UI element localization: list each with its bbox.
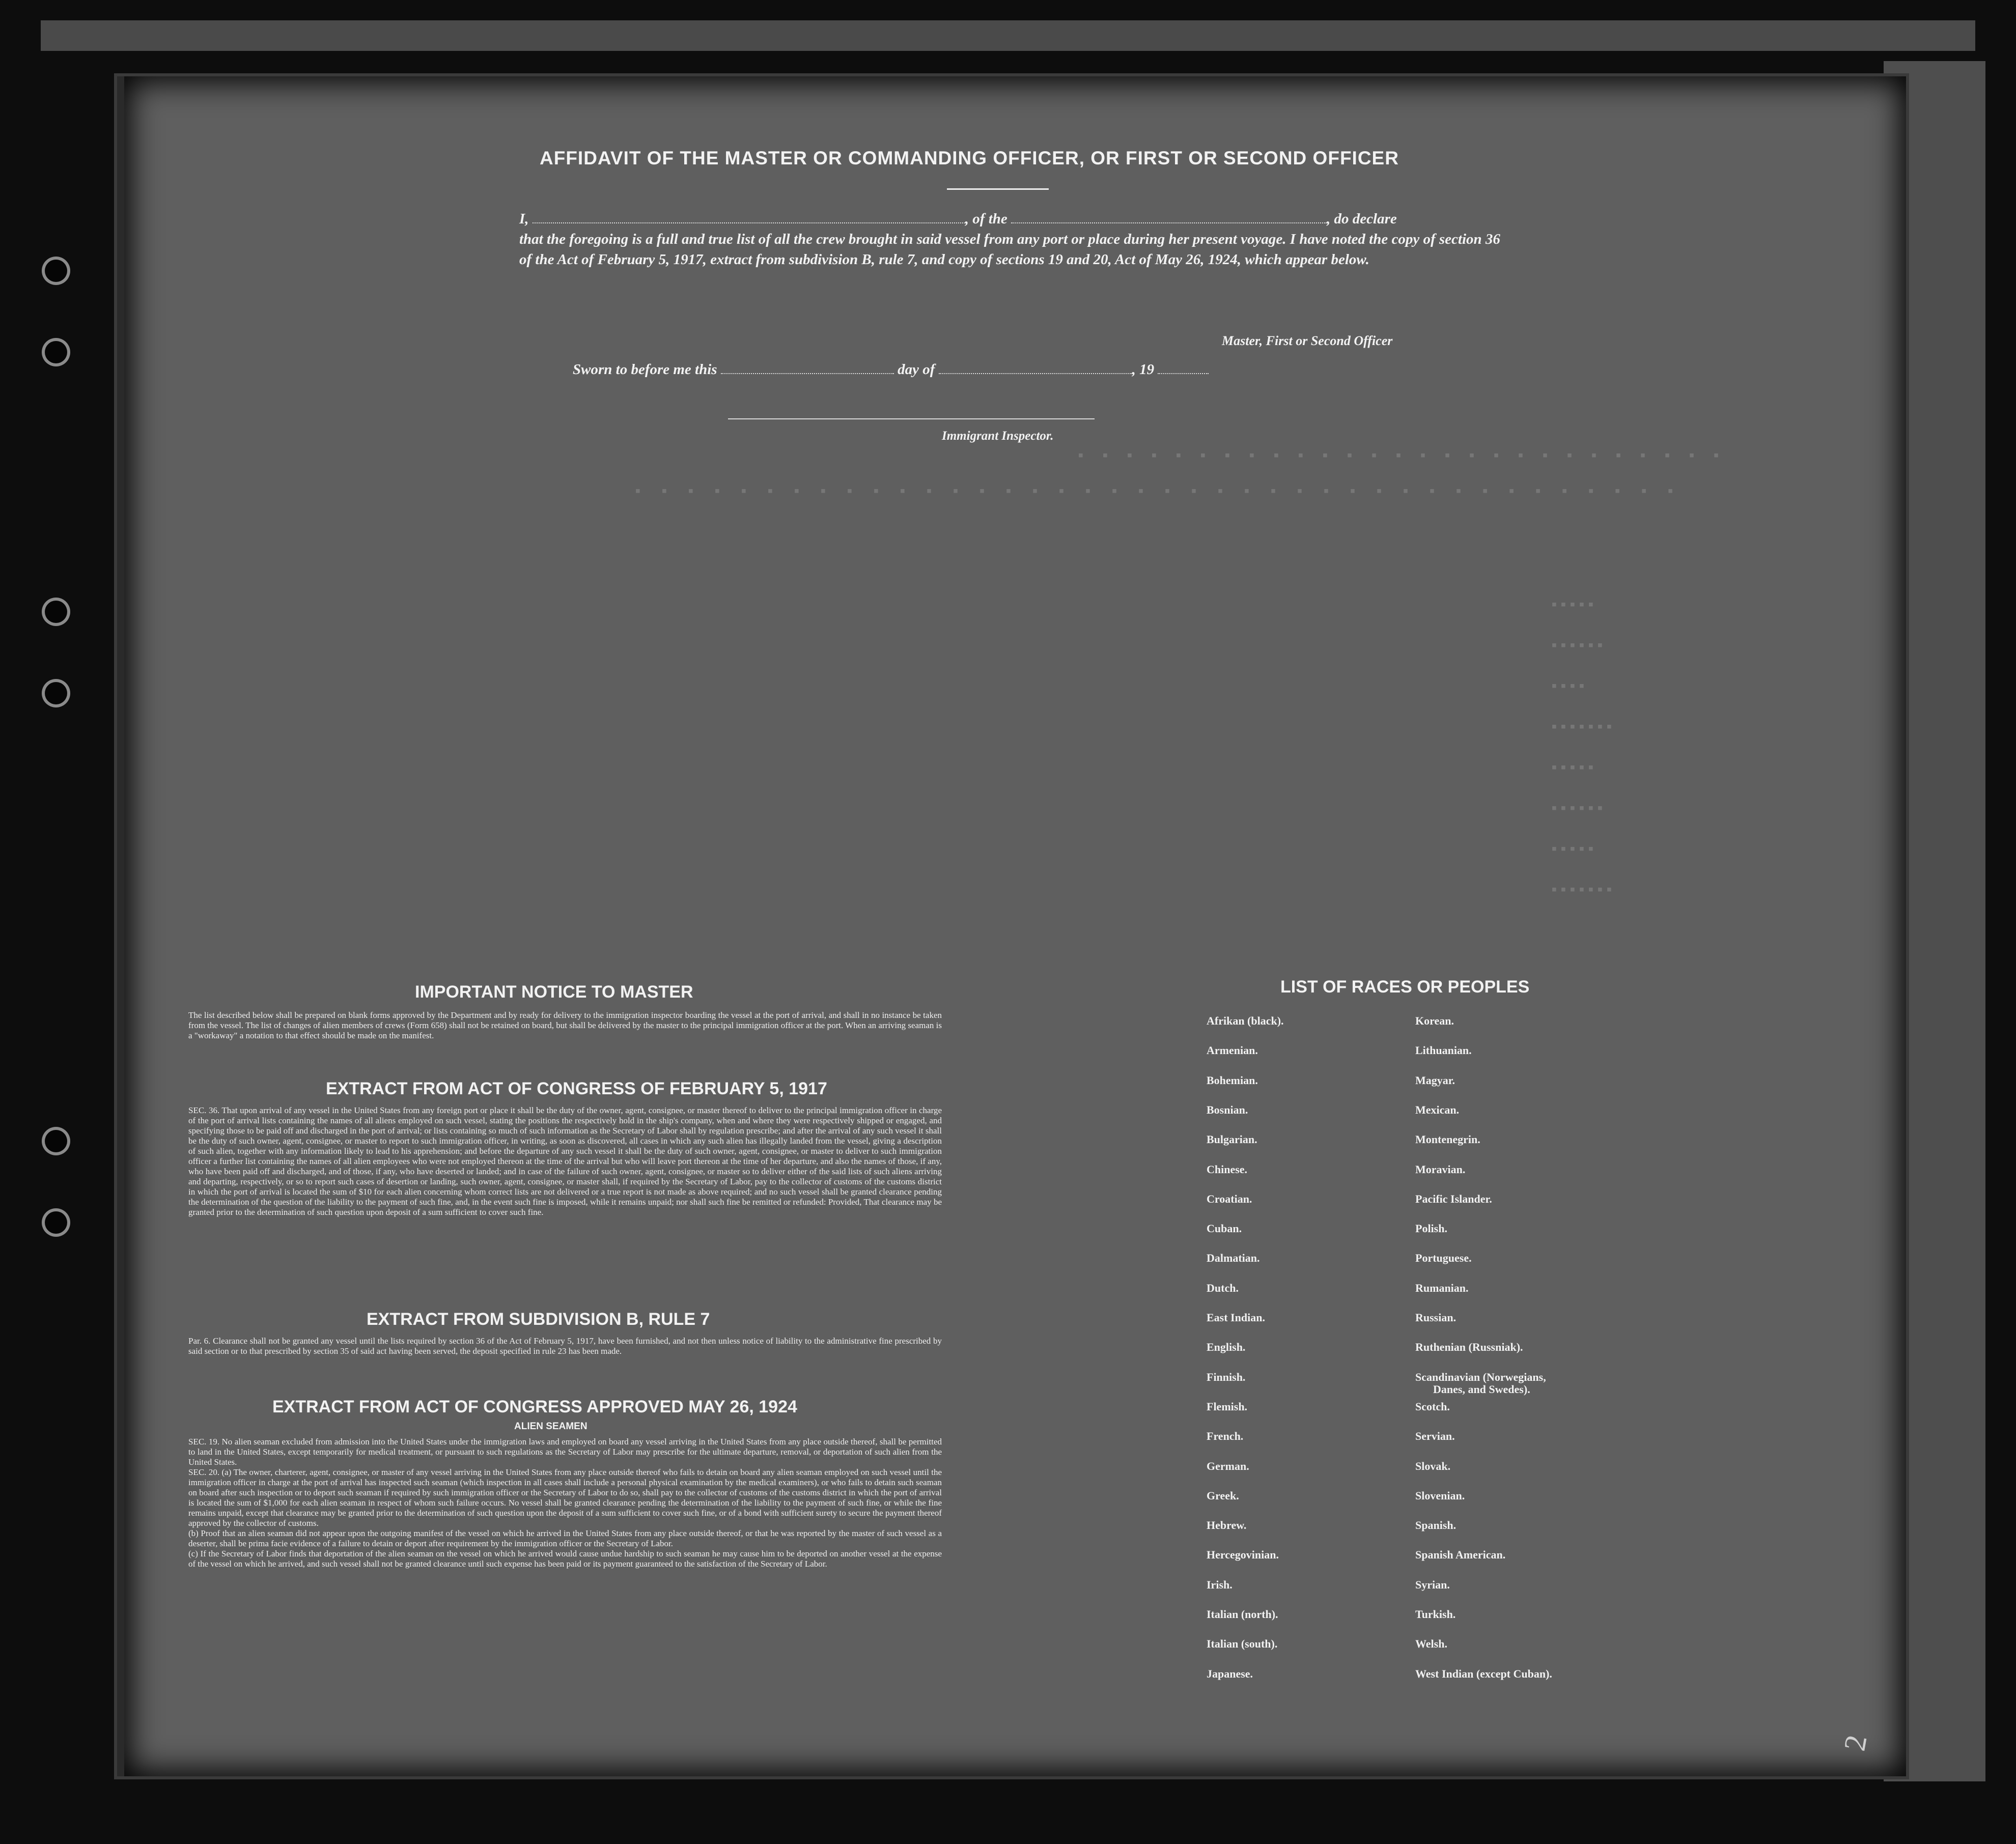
race-right-item: Lithuanian. (1415, 1044, 1472, 1057)
race-right-item: Spanish American. (1415, 1548, 1506, 1561)
race-left-item: East Indian. (1207, 1311, 1265, 1324)
races-heading: LIST OF RACES OR PEOPLES (1280, 977, 1530, 997)
race-right-item: Slovenian. (1415, 1489, 1465, 1502)
race-left-item: Afrikan (black). (1207, 1014, 1284, 1027)
race-right-item: Rumanian. (1415, 1282, 1469, 1294)
race-left-item: Bohemian. (1207, 1074, 1258, 1087)
race-left-item: Finnish. (1207, 1371, 1246, 1383)
affidavit-title: AFFIDAVIT OF THE MASTER OR COMMANDING OFFICER, OR FIRST OR SECOND OFFICER (540, 148, 1399, 168)
extract-1924-heading: EXTRACT FROM ACT OF CONGRESS APPROVED MAY 26, 1924 (272, 1397, 797, 1416)
punch-hole (45, 341, 67, 363)
race-left-item: Bosnian. (1207, 1103, 1248, 1116)
scan-top-edge (41, 20, 1975, 51)
race-right-item: Moravian. (1415, 1163, 1466, 1176)
vessel-blank[interactable] (1011, 222, 1327, 223)
race-right-item: Syrian. (1415, 1578, 1450, 1591)
sworn-month-blank[interactable] (939, 373, 1132, 374)
race-right-item: Ruthenian (Russniak). (1415, 1341, 1523, 1353)
declaration-i: I, (519, 211, 529, 227)
name-blank[interactable] (533, 222, 965, 223)
race-right-item: Polish. (1415, 1222, 1447, 1235)
race-right-item: Russian. (1415, 1311, 1457, 1324)
race-left-item: Dalmatian. (1207, 1252, 1260, 1264)
bleed-through-text: ▪ ▪ ▪ ▪ ▪ ▪ ▪ ▪ ▪ ▪ ▪ ▪ ▪ ▪ ▪ ▪ ▪ ▪ ▪ ▪ ▪ ▪ ▪ ▪ ▪ ▪ ▪ (1076, 448, 1724, 465)
race-left-item: Italian (north). (1207, 1608, 1278, 1621)
race-right-item: Scotch. (1415, 1400, 1450, 1413)
inspector-label: Immigrant Inspector. (942, 429, 1054, 443)
punch-hole (45, 260, 67, 282)
extract-1917-heading: EXTRACT FROM ACT OF CONGRESS OF FEBRUARY 5, 1917 (326, 1079, 827, 1098)
punch-hole (45, 682, 67, 704)
inspector-signature-line[interactable] (728, 418, 1095, 419)
race-right-item: Korean. (1415, 1014, 1454, 1027)
race-right-item: Spanish. (1415, 1519, 1457, 1531)
race-left-item: Croatian. (1207, 1193, 1252, 1205)
race-left-item: Bulgarian. (1207, 1133, 1257, 1146)
race-right-item: Scandinavian (Norwegians, (1415, 1371, 1546, 1383)
declaration-of-the: , of the (965, 211, 1007, 227)
sworn-year: , 19 (1132, 361, 1155, 378)
alien-seamen-subheading: ALIEN SEAMEN (514, 1421, 587, 1432)
race-left-item: Dutch. (1207, 1282, 1239, 1294)
race-right-item: Slovak. (1415, 1460, 1451, 1472)
signature-label: Master, First or Second Officer (1222, 333, 1393, 348)
sworn-day-blank[interactable] (721, 373, 894, 374)
declaration-do-declare: , do declare (1327, 211, 1397, 227)
race-right-item: West Indian (except Cuban). (1415, 1667, 1552, 1680)
sec19-text: SEC. 19. No alien seaman excluded from admission into the United States under the immigration laws and employed on board any vessel arriving in the United States from any place outside thereof, shall be permitted to land in the United States, except temporarily for medical treatment, or pursuant to such regulations as the Secretary of Labor may prescribe for the ultimate departure, removal, or deportation of such alien from the United States. (188, 1437, 942, 1467)
notice-text: The list described below shall be prepared on blank forms approved by the Department and by ready for delivery to the immigration inspector boarding the vessel at the port of arrival, and shall in no instance be taken from the vessel. The list of changes of alien members of crews (Form 658) shall not be retained on board, but shall be delivered by the master to the principal immigration officer at the port. When an arriving seaman is a "workaway" a notation to that effect should be made on the manifest. (188, 1010, 942, 1040)
race-left-item: English. (1207, 1341, 1246, 1353)
race-right-item: Servian. (1415, 1430, 1455, 1442)
race-left-item: Cuban. (1207, 1222, 1242, 1235)
race-left-item: German. (1207, 1460, 1249, 1472)
punch-hole (45, 1211, 67, 1234)
sec20a-text: SEC. 20. (a) The owner, charterer, agent, consignee, or master of any vessel arriving in the United States from any place outside thereof who fails to detain on board any alien seaman employed on such vessel until the immigration officer in charge at the port of arrival has inspected such seaman (which inspection in all cases shall include a personal physical examination by the medical examiners), or who fails to detain such seaman on board after such inspection or to deport such seaman if required by such immigration officer or the Secretary of Labor to do so, shall pay to the collector of customs of the customs district in which the port of arrival is located the sum of $1,000 for each alien seaman in respect of whom such failure occurs. No vessel shall be granted clearance pending the determination of the liability to the payment of such fine, or while the fine remains unpaid, except that clearance may be granted prior to the determination of such question upon the deposit of a sum sufficient to cover such fine, or of a bond with sufficient surety to secure the payment thereof approved by the collector of customs. (188, 1467, 942, 1528)
bleed-through-text: ▪ ▪ ▪ ▪ ▪ ▪ ▪ ▪ ▪ ▪ ▪ ▪ ▪ ▪ ▪ ▪ ▪ ▪ ▪ ▪ ▪ ▪ ▪ ▪ ▪ ▪ ▪ ▪ ▪ ▪ ▪ ▪ ▪ ▪ ▪ ▪ ▪ ▪ ▪ ▪ (633, 484, 1679, 501)
race-left-item: Chinese. (1207, 1163, 1248, 1176)
race-right-item: Welsh. (1415, 1637, 1447, 1650)
race-right-item: Magyar. (1415, 1074, 1455, 1087)
race-left-item: Hebrew. (1207, 1519, 1247, 1531)
race-left-item: Italian (south). (1207, 1637, 1278, 1650)
punch-hole (45, 601, 67, 623)
declaration-body: that the foregoing is a full and true list of all the crew brought in said vessel from any port or place during her present voyage. I have noted the copy of section 36 of the Act of February 5, 1917, extract from subdivision B, rule 7, and copy of sections 19 and 20, Act of May 26, 1924, which appear below. (519, 231, 1500, 268)
notice-heading: IMPORTANT NOTICE TO MASTER (415, 982, 693, 1002)
sworn-day-of: day of (898, 361, 935, 378)
race-right-item: Mexican. (1415, 1103, 1460, 1116)
race-right-item: Portuguese. (1415, 1252, 1472, 1264)
rule7-heading: EXTRACT FROM SUBDIVISION B, RULE 7 (367, 1310, 710, 1329)
race-left-item: Japanese. (1207, 1667, 1253, 1680)
race-scandinavian-continued: Danes, and Swedes). (1433, 1383, 1530, 1396)
race-left-item: Hercegovinian. (1207, 1548, 1279, 1561)
race-left-item: Armenian. (1207, 1044, 1258, 1057)
rule7-text: Par. 6. Clearance shall not be granted any vessel until the lists required by section 36 of the Act of February 5, 1917, have been furnished, and not then unless notice of liability to the administrative fine prescribed by said section or to that prescribed by section 35 of said act having been served, the deposit specified in rule 23 has been made. (188, 1336, 942, 1356)
race-right-item: Montenegrin. (1415, 1133, 1480, 1146)
handwritten-page-mark: 2 (1837, 1732, 1873, 1753)
sworn-year-blank[interactable] (1158, 373, 1209, 374)
title-rule (947, 188, 1049, 190)
race-right-item: Turkish. (1415, 1608, 1456, 1621)
race-left-item: Greek. (1207, 1489, 1239, 1502)
extract-1924-body (188, 1437, 942, 1569)
sworn-line (573, 361, 1209, 378)
punch-hole (45, 1130, 67, 1152)
sec20b-text: (b) Proof that an alien seaman did not appear upon the outgoing manifest of the vessel on which he arrived in the United States from any place outside thereof, or that he was reported by the master of such vessel as a deserter, shall be prima facie evidence of a failure to detain or deport after requirement by the immigration officer or the Secretary of Labor. (188, 1528, 942, 1548)
race-left-item: Flemish. (1207, 1400, 1248, 1413)
extract-1917-text: SEC. 36. That upon arrival of any vessel in the United States from any foreign port or place it shall be the duty of the owner, agent, consignee, or master thereof to deliver to the principal immigration officer in charge of the port of arrival lists containing the names of all aliens employed on such vessel, stating the positions the respectively hold in the ship's company, when and where they were respectively shipped or engaged, and specifying those to be paid off and discharged in the port of arrival; or lists containing so much of such information as the Secretary of Labor shall by regulation prescribe; and after the arrival of any such vessel it shall be the duty of such owner, agent, consignee, or master to report to such immigration officer, in writing, as soon as discovered, all cases in which any such alien has illegally landed from the vessel, giving a description of such alien, together with any information likely to lead to his apprehension; and before the departure of any such vessel it shall be the duty of such owner, agent, consignee, or master to deliver to such immigration officer a further list containing the names of all alien employees who were not employed thereon at the time of the arrival but who will leave port thereon at the time of her departure, and also the names of those, if any, who have been paid off and discharged, and of those, if any, who have deserted or landed; and in case of the failure of such owner, agent, consignee, or master so to deliver either of the said lists of such aliens arriving and departing, respectively, or so to report such cases of desertion or landing, such owner, agent, consignee, or master shall, if required by the Secretary of Labor, pay to the collector of customs of the customs district in which the port of arrival is located the sum of $10 for each alien concerning whom correct lists are not delivered or a true report is not made as above required; and no such vessel shall be granted clearance pending the determination of the question of the liability to the payment of such fine, and, in the event such fine is imposed, while it remains unpaid; nor shall such fine be remitted or refunded: Provided, That clearance may be granted prior to the determination of such question upon deposit of a sum sufficient to cover such fine. (188, 1105, 942, 1217)
sec20c-text: (c) If the Secretary of Labor finds that deportation of the alien seaman on the vessel on which he arrived would cause undue hardship to such seaman he may cause him to be deported on another vessel at the expense of the vessel on which he arrived, and such vessel shall not be granted clearance until such expense has been paid or its payment guaranteed to the satisfaction of the Secretary of Labor. (188, 1549, 942, 1569)
race-right-item: Pacific Islander. (1415, 1193, 1492, 1205)
race-left-item: French. (1207, 1430, 1244, 1442)
affidavit-declaration (519, 209, 1512, 270)
sworn-text: Sworn to before me this (573, 361, 717, 378)
race-left-item: Irish. (1207, 1578, 1233, 1591)
bleed-through-column: ▪▪▪▪▪ ▪▪▪▪▪▪ ▪▪▪▪ ▪▪▪▪▪▪▪ ▪▪▪▪▪ ▪▪▪▪▪▪ ▪▪▪▪▪ ▪▪▪▪▪▪▪ (1550, 597, 1614, 899)
